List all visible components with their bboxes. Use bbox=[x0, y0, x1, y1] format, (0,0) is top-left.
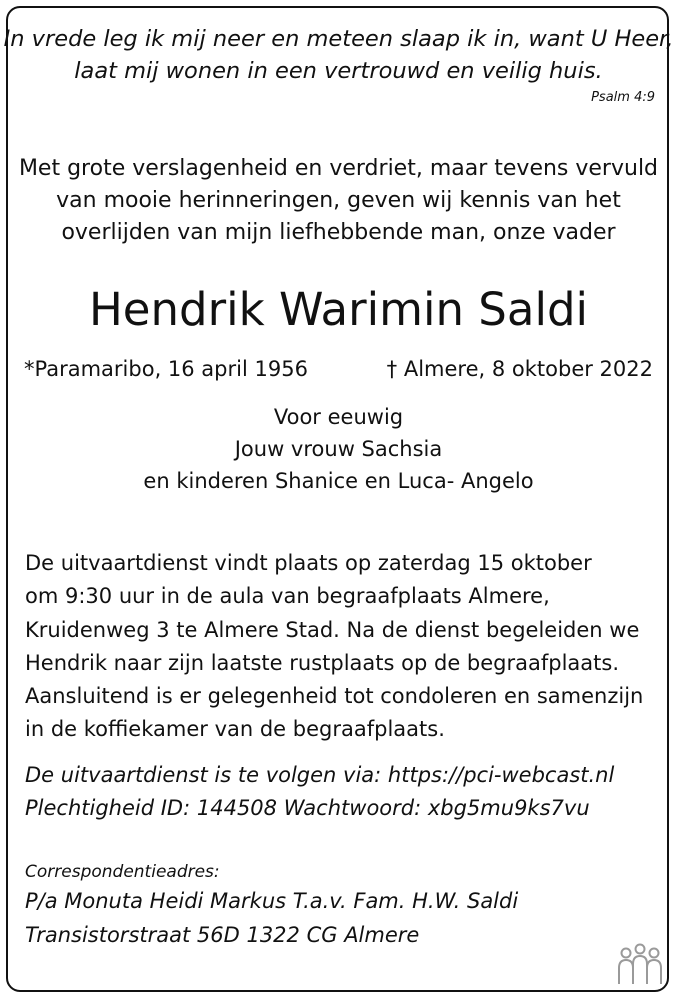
people-group-icon bbox=[616, 940, 664, 988]
family-line-3: en kinderen Shanice en Luca- Angelo bbox=[143, 469, 534, 493]
family-line-1: Voor eeuwig bbox=[273, 405, 404, 429]
service-line-2: om 9:30 uur in de aula van begraafplaats Almere, bbox=[25, 584, 550, 608]
intro-line-1: Met grote verslagenheid en verdriet, maar tevens vervuld bbox=[18, 156, 659, 181]
deceased-name: Hendrik Warimin Saldi bbox=[88, 283, 589, 336]
service-line-4: Hendrik naar zijn laatste rustplaats op de begraafplaats. bbox=[25, 651, 620, 675]
verse-line-2: laat mij wonen in een vertrouwd en veilig huis. bbox=[74, 58, 603, 84]
intro-line-3: overlijden van mijn liefhebbende man, onze vader bbox=[61, 220, 616, 245]
correspondence-line-1: P/a Monuta Heidi Markus T.a.v. Fam. H.W. Saldi bbox=[25, 889, 519, 913]
webcast-line-1: De uitvaartdienst is te volgen via: https://pci-webcast.nl bbox=[25, 763, 615, 787]
webcast-line-2: Plechtigheid ID: 144508 Wachtwoord: xbg5mu9ks7vu bbox=[25, 796, 590, 820]
verse-reference: Psalm 4:9 bbox=[591, 90, 655, 105]
death-date: † Almere, 8 oktober 2022 bbox=[386, 357, 653, 381]
service-line-6: in de koffiekamer van de begraafplaats. bbox=[25, 717, 445, 741]
verse-line-1: In vrede leg ik mij neer en meteen slaap ik in, want U Heer, bbox=[3, 26, 674, 52]
correspondence-line-2: Transistorstraat 56D 1322 CG Almere bbox=[25, 923, 420, 947]
correspondence-label: Correspondentieadres: bbox=[25, 862, 220, 882]
service-line-1: De uitvaartdienst vindt plaats op zaterdag 15 oktober bbox=[25, 551, 592, 575]
birth-date: *Paramaribo, 16 april 1956 bbox=[24, 357, 308, 381]
notice-border bbox=[6, 6, 669, 992]
service-line-5: Aansluitend is er gelegenheid tot condoleren en samenzijn bbox=[25, 684, 644, 708]
family-line-2: Jouw vrouw Sachsia bbox=[234, 437, 443, 461]
service-line-3: Kruidenweg 3 te Almere Stad. Na de dienst begeleiden we bbox=[25, 618, 640, 642]
intro-line-2: van mooie herinneringen, geven wij kennis van het bbox=[56, 188, 621, 213]
